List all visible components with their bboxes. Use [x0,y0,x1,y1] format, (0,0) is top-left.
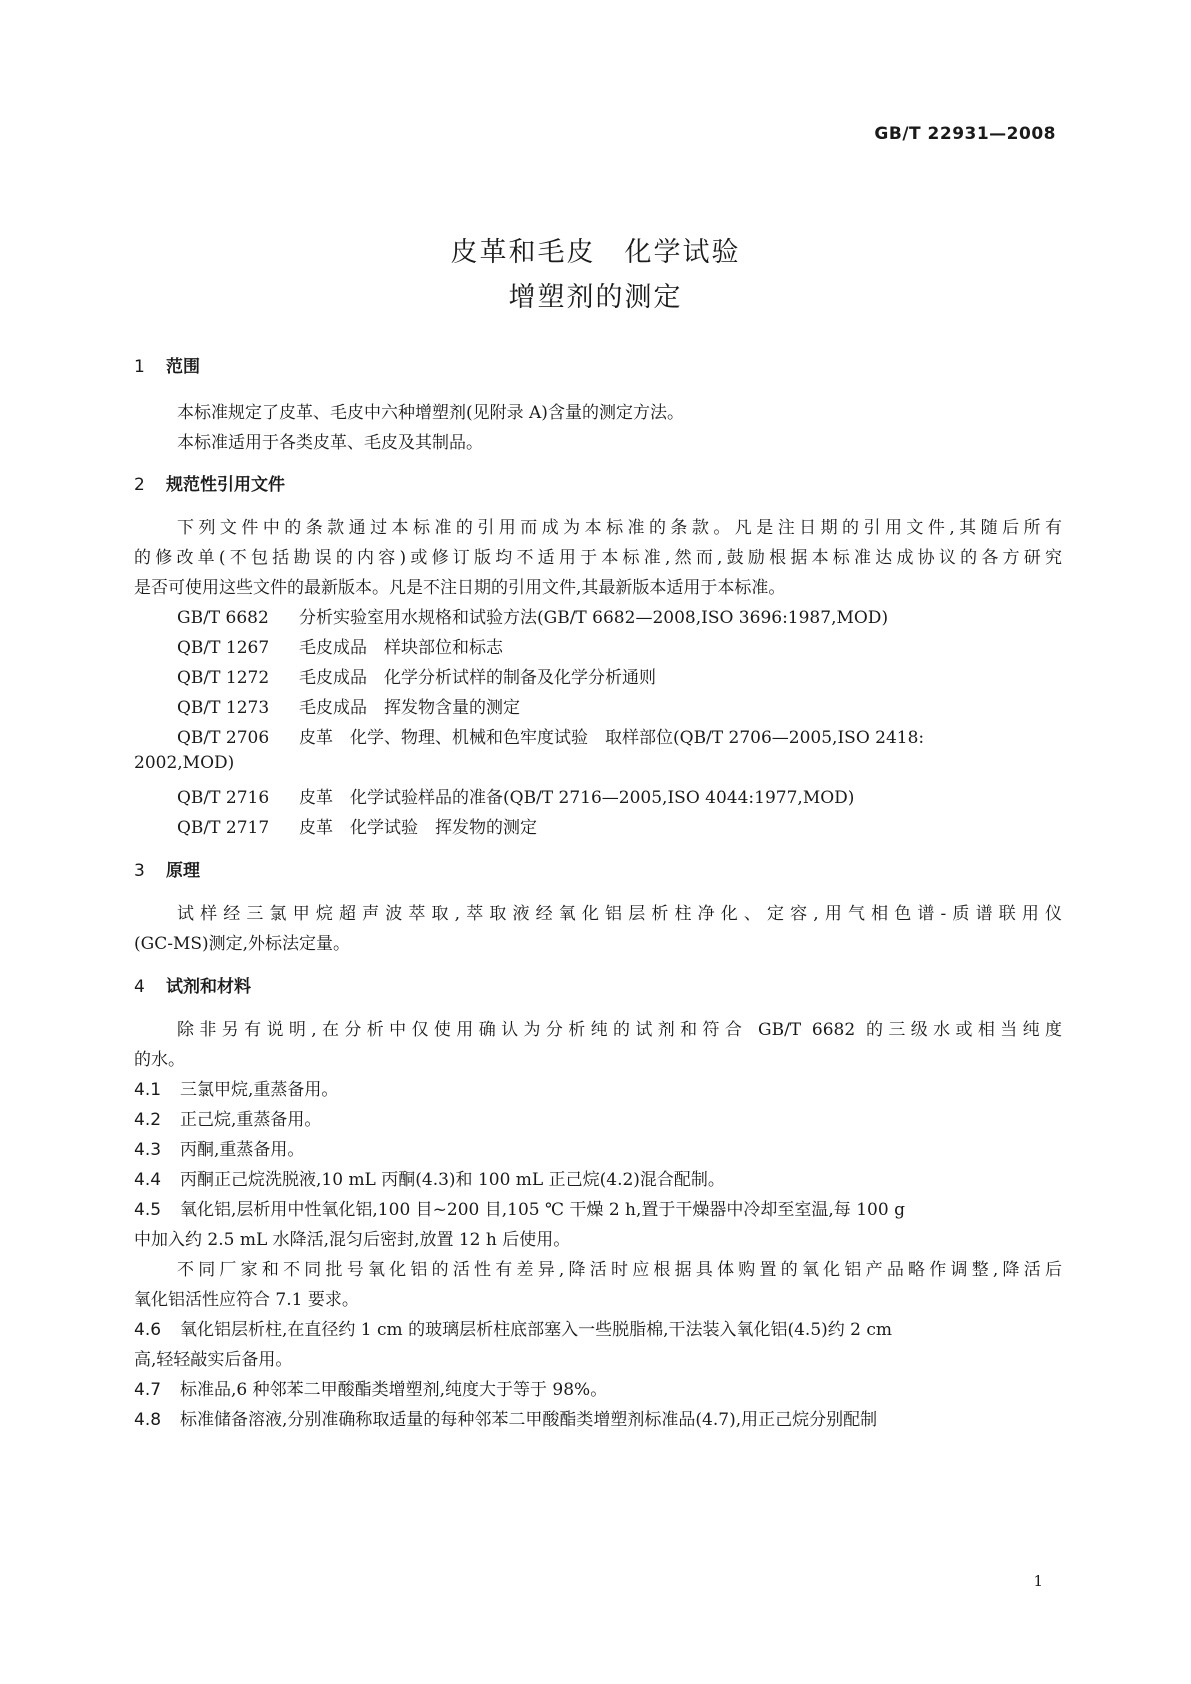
clause-number: 4.1 [134,1080,162,1100]
reference-code: QB/T 2706 [177,728,270,748]
reference-item [177,663,1062,688]
reference-title: 皮革 化学试验样品的准备(QB/T 2716—2005,ISO 4044:1977,MOD) [299,788,855,808]
reference-code: QB/T 2717 [177,818,270,838]
section-title: 试剂和材料 [166,977,251,997]
section-1-heading [134,352,200,377]
paragraph-line: 氧化铝活性应符合 7.1 要求。 [134,1290,359,1310]
section-4-heading [134,972,251,997]
section-number: 2 [134,475,145,495]
clause-text: 氧化铝层析柱,在直径约 1 cm 的玻璃层析柱底部塞入一些脱脂棉,干法装入氧化铝(4.5)约 2 cm [180,1320,893,1340]
reference-item [177,603,1062,628]
paragraph-line: (GC-MS)测定,外标法定量。 [134,934,351,954]
clause-text: 丙酮正己烷洗脱液,10 mL 丙酮(4.3)和 100 mL 正己烷(4.2)混合配制。 [180,1170,725,1190]
clause-item [134,1075,1062,1100]
page-number: 1 [1033,1572,1043,1590]
clause-number: 4.7 [134,1380,162,1400]
clause-text: 标准品,6 种邻苯二甲酸酯类增塑剂,纯度大于等于 98%。 [180,1380,608,1400]
clause-continuation: 高,轻轻敲实后备用。 [134,1350,293,1370]
clause-item [134,1195,1062,1220]
clause-item [134,1165,1062,1190]
clause-text: 氧化铝,层析用中性氧化铝,100 目~200 目,105 ℃ 干燥 2 h,置于干燥器中冷却至室温,每 100 g [180,1200,905,1220]
clause-number: 4.3 [134,1140,162,1160]
paragraph-line: 试样经三氯甲烷超声波萃取,萃取液经氧化铝层析柱净化、定容,用气相色谱-质谱联用仪 [177,904,1062,924]
clause-text: 三氯甲烷,重蒸备用。 [180,1080,339,1100]
reference-code: GB/T 6682 [177,608,269,628]
clause-continuation: 中加入约 2.5 mL 水降活,混匀后密封,放置 12 h 后使用。 [134,1230,571,1250]
clause-number: 4.2 [134,1110,162,1130]
section-title: 范围 [166,357,200,377]
clause-item [134,1405,1062,1430]
reference-title: 毛皮成品 样块部位和标志 [299,638,503,658]
reference-title: 毛皮成品 挥发物含量的测定 [299,698,520,718]
reference-item [177,813,1062,838]
clause-item [134,1375,1062,1400]
reference-item [177,783,1062,808]
document-title-line1: 皮革和毛皮 化学试验 [450,237,741,268]
section-number: 3 [134,861,145,881]
paragraph-line: 是否可使用这些文件的最新版本。凡是不注日期的引用文件,其最新版本适用于本标准。 [134,578,786,598]
reference-item-continuation: 2002,MOD) [134,753,235,773]
reference-title: 毛皮成品 化学分析试样的制备及化学分析通则 [299,668,656,688]
reference-code: QB/T 2716 [177,788,270,808]
reference-title: 皮革 化学、物理、机械和色牢度试验 取样部位(QB/T 2706—2005,ISO 2418: [299,728,925,748]
clause-number: 4.4 [134,1170,162,1190]
paragraph-line: 的水。 [134,1050,185,1070]
clause-text: 丙酮,重蒸备用。 [180,1140,305,1160]
section-number: 4 [134,977,145,997]
paragraph-line: 本标准规定了皮革、毛皮中六种增塑剂(见附录 A)含量的测定方法。 [177,403,684,423]
reference-code: QB/T 1267 [177,638,270,658]
standard-code: GB/T 22931—2008 [874,124,1056,144]
clause-item [134,1315,1062,1340]
section-number: 1 [134,357,145,377]
reference-item [177,723,1062,748]
document-title-line2: 增塑剂的测定 [508,282,683,313]
paragraph-line: 下列文件中的条款通过本标准的引用而成为本标准的条款。凡是注日期的引用文件,其随后所有 [177,518,1062,538]
clause-number: 4.6 [134,1320,162,1340]
reference-title: 分析实验室用水规格和试验方法(GB/T 6682—2008,ISO 3696:1987,MOD) [299,608,889,628]
reference-code: QB/T 1272 [177,668,270,688]
clause-text: 正己烷,重蒸备用。 [180,1110,322,1130]
section-title: 原理 [166,861,200,881]
reference-item [177,693,1062,718]
reference-code: QB/T 1273 [177,698,270,718]
paragraph-line: 本标准适用于各类皮革、毛皮及其制品。 [177,433,483,453]
clause-number: 4.5 [134,1200,162,1220]
reference-title: 皮革 化学试验 挥发物的测定 [299,818,537,838]
paragraph-line: 除非另有说明,在分析中仅使用确认为分析纯的试剂和符合 GB/T 6682 的三级水或相当纯度 [177,1020,1062,1040]
clause-number: 4.8 [134,1410,162,1430]
section-title: 规范性引用文件 [166,475,285,495]
clause-text: 标准储备溶液,分别准确称取适量的每种邻苯二甲酸酯类增塑剂标准品(4.7),用正己烷分别配制 [180,1410,878,1430]
paragraph-line: 不同厂家和不同批号氧化铝的活性有差异,降活时应根据具体购置的氧化铝产品略作调整,降活后 [177,1260,1062,1280]
clause-item [134,1135,1062,1160]
clause-item [134,1105,1062,1130]
section-2-heading [134,470,285,495]
paragraph-line: 的修改单(不包括勘误的内容)或修订版均不适用于本标准,然而,鼓励根据本标准达成协议的各方研究 [134,548,1062,568]
section-3-heading [134,856,200,881]
reference-item [177,633,1062,658]
